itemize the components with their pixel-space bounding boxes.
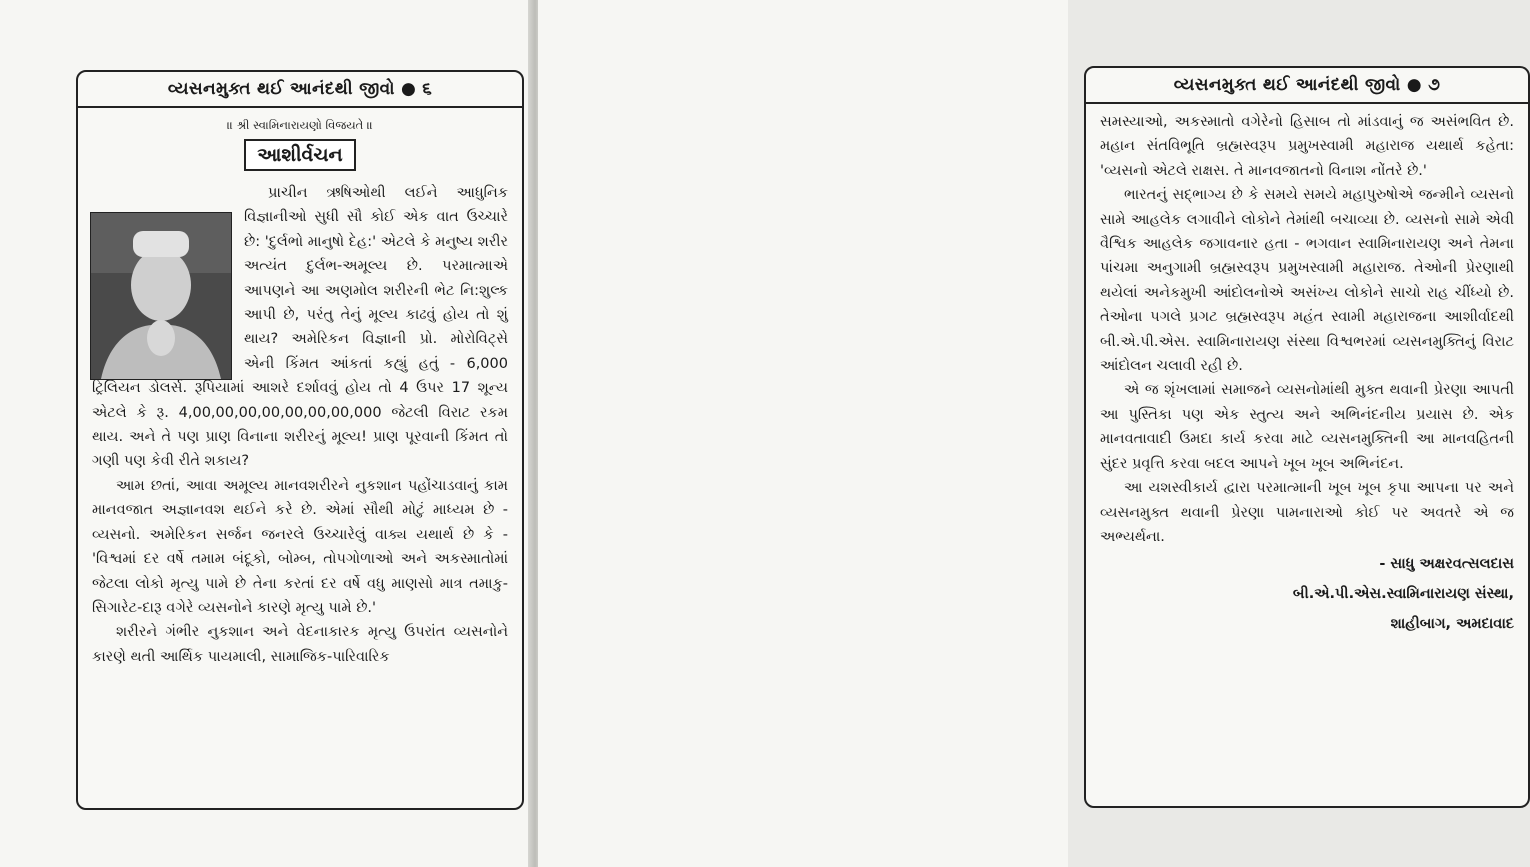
left-page-header: વ્યસનમુક્ત થઈ આનંદથી જીવો ● ૬ [78, 72, 522, 108]
paragraph: સમસ્યાઓ, અકસ્માતો વગેરેનો હિસાબ તો માંડવાનું જ અસંભવિત છે. મહાન સંતવિભૂતિ બ્રહ્મસ્વરૂપ પ્રમુખસ્વામી મહારાજ યથાર્થ કહેતા: 'વ્યસનો એટલે રાક્ષસ. તે માનવજાતનો વિનાશ નોંતરે છે.' [1100, 114, 1514, 179]
paragraph: ભારતનું સદ્ભાગ્ય છે કે સમયે સમયે મહાપુરુષોએ જન્મીને વ્યસનો સામે આહલેક લગાવીને લોકોને તેમાંથી બચાવ્યા છે. વ્યસનો સામે એવી વૈશ્વિક આહલેક જગાવનાર હતા - ભગવાન સ્વામિનારાયણ અને તેમના પાંચમા અનુગામી બ્રહ્મસ્વરૂપ પ્રમુખસ્વામી મહારાજ. તેઓની પ્રેરણાથી થયેલાં અનેકમુખી આંદોલનોએ અસંખ્ય લોકોને સાચો રાહ ચીંધ્યો છે. તેઓના પગલે પ્રગટ બ્રહ્મસ્વરૂપ મહંત સ્વામી મહારાજના આશીર્વાદથી બી.એ.પી.એસ. સ્વામિનારાયણ સંસ્થા વિશ્વભરમાં વ્યસનમુક્તિનું વિરાટ આંદોલન ચલાવી રહી છે. [1100, 187, 1514, 375]
portrait-photo [90, 212, 232, 380]
paragraph: એ જ શૃંખલામાં સમાજને વ્યસનોમાંથી મુક્ત થવાની પ્રેરણા આપતી આ પુસ્તિકા પણ એક સ્તુત્ય અને અભિનંદનીય પ્રયાસ છે. એક માનવતાવાદી ઉમદા કાર્ય કરવા માટે વ્યસનમુક્તિની આ માનવહિતની સુંદર પ્રવૃત્તિ કરવા બદલ આપને ખૂબ ખૂબ અભિનંદન. [1100, 382, 1514, 472]
left-page [0, 0, 533, 867]
right-page-frame [1084, 66, 1530, 808]
paragraph: આ યશસ્વીકાર્ય દ્વારા પરમાત્માની ખૂબ ખૂબ કૃપા આપના પર અને વ્યસનમુક્ત થવાની પ્રેરણા પામનારાઓ કોઈ પર અવતરે એ જ અભ્યર્થના. [1100, 480, 1514, 545]
right-page-header: વ્યસનમુક્ત થઈ આનંદથી જીવો ● ૭ [1086, 68, 1528, 104]
left-page-frame [76, 70, 524, 810]
paragraph: પ્રાચીન ઋષિઓથી લઈને આધુનિક વિજ્ઞાનીઓ સુધી સૌ કોઈ એક વાત ઉચ્ચારે છે: 'દુર્લભો માનુષો દેહ:' એટલે કે મનુષ્ય શરીર અત્યંત દુર્લભ-અમૂલ્ય છે. પરમાત્માએ આપણને આ અણમોલ શરીરની ભેટ નિ:શુલ્ક આપી છે, પરંતુ તેનું મૂલ્ય કાઢવું હોય તો શું થાય? અમેરિકન વિજ્ઞાની પ્રો. મોરોવિટ્સે એની કિંમત આંકતાં કહ્યું હતું - 6,000 ટ્રિલિયન ડોલર્સ. રૂપિયામાં આશરે દર્શાવવું હોય તો 4 ઉપર 17 શૂન્ય એટલે કે રૂ. 4,00,00,00,00,00,00,00,000 જેટલી વિરાટ રકમ થાય. અને તે પણ પ્રાણ વિનાના શરીરનું મૂલ્ય! પ્રાણ પૂરવાની કિંમત તો ગણી પણ કેવી રીતે શકાય? [92, 185, 508, 470]
paragraph: આમ છતાં, આવા અમૂલ્ય માનવશરીરને નુકશાન પહોંચાડવાનું કામ માનવજાત અજ્ઞાનવશ થઈને કરે છે. એમાં સૌથી મોટું માધ્યમ છે - વ્યસનો. અમેરિકન સર્જન જનરલે ઉચ્ચારેલું વાક્ય યથાર્થ છે કે - 'વિશ્વમાં દર વર્ષે તમામ બંદૂકો, બોમ્બ, તોપગોળાઓ અને અકસ્માતોમાં જેટલા લોકો મૃત્યુ પામે છે તેના કરતાં દર વર્ષે વધુ માણસો માત્ર તમાકુ-સિગારેટ-દારૂ વગેરે વ્યસનોને કારણે મૃત્યુ પામે છે.' [92, 477, 508, 616]
left-page-body [78, 108, 522, 669]
paragraph: શરીરને ગંભીર નુકશાન અને વેદનાકારક મૃત્યુ ઉપરાંત વ્યસનોને કારણે થતી આર્થિક પાયમાલી, સામાજિક-પારિવારિક [92, 624, 508, 665]
signature-organization: બી.એ.પી.એસ.સ્વામિનારાયણ સંસ્થા, [1292, 586, 1514, 603]
signature-location: શાહીબાગ, અમદાવાદ [1390, 616, 1514, 633]
section-title: આશીર્વચન [244, 139, 356, 171]
right-page-body [1086, 104, 1528, 639]
invocation-line: ॥ શ્રી સ્વામિનારાયણો વિજયતે ॥ [227, 118, 373, 132]
portrait-image-icon [91, 213, 231, 379]
signature-name: - સાધુ અક્ષરવત્સલદાસ [1379, 556, 1514, 573]
signature-block [1100, 549, 1514, 639]
right-page [538, 0, 1514, 867]
